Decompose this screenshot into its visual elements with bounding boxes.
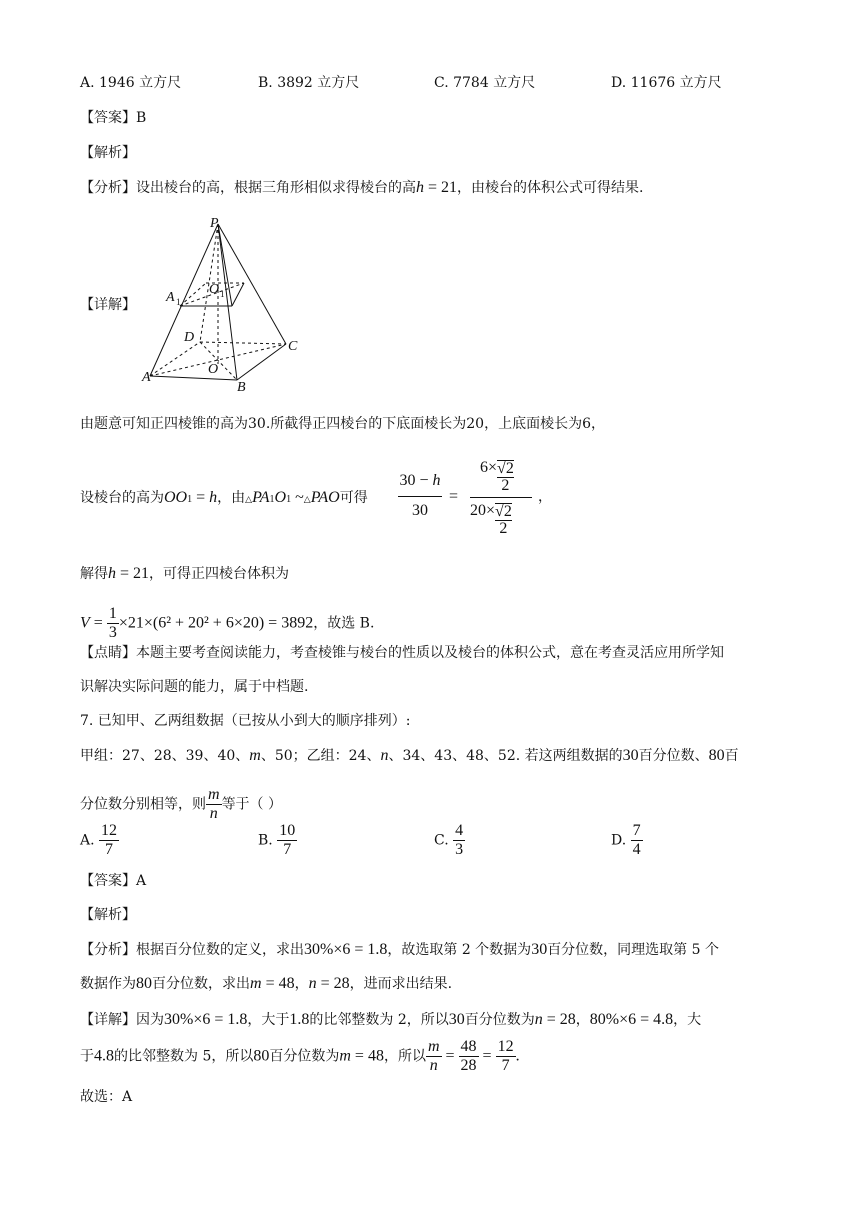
equals-sign: = — [449, 488, 459, 505]
q7-option-a: A. $\frac{12}{7}$ — [80, 822, 118, 858]
q7-stem-2: 甲组：27、28、39、40、m、50；乙组：24、n、34、43、48、52. 若这两组数据的30百分位数、80百 — [80, 747, 739, 764]
frustum-figure — [140, 214, 310, 394]
q6-line1: 由题意可知正四棱锥的高为30.所截得正四棱台的下底面棱长为20，上底面棱长为6， — [80, 416, 605, 432]
q6-answer: 【答案】B — [80, 110, 147, 126]
label-b: B — [237, 380, 246, 394]
q7-final: 故选：A — [80, 1089, 133, 1105]
frac2-den: 20× $\frac{√2}{2}$ — [470, 502, 512, 537]
q7-fenxi-1: 【分析】根据百分位数的定义，求出30%×6 = 1.8，故选取第 2 个数据为30百分位数，同理选取第 5 个 — [80, 941, 719, 958]
q7-fenxi-2: 数据作为80百分位数，求出m = 48，n = 28，进而求出结果. — [80, 975, 453, 992]
q6-option-a: A. 1946 立方尺 — [80, 75, 182, 91]
q6-line3: 解得h = 21，可得正四棱台体积为 — [80, 565, 290, 582]
q7-option-c: C. $\frac{4}{3}$ — [434, 822, 464, 858]
q6-line4: V = $\frac{1}{3}$ ×21×(6² + 20² + 6×20) = 3892，故选 B. — [80, 605, 375, 641]
q6-option-b: B. 3892 立方尺 — [258, 75, 360, 91]
label-o1: O — [209, 282, 220, 297]
label-p: P — [210, 216, 219, 231]
q6-fenxi-text-b: ，由棱台的体积公式可得结果. — [457, 180, 644, 196]
frac2-num: 6× $\frac{√2}{2}$ — [480, 459, 514, 494]
label-a1: A — [166, 290, 175, 305]
q6-dianjing-2: 识解决实际问题的能力，属于中档题. — [80, 679, 309, 695]
q6-option-d: D. 11676 立方尺 — [611, 75, 722, 91]
frac1-num: 30 − h — [399, 472, 441, 489]
label-a: A — [142, 370, 151, 385]
q7-stem-1: 7. 已知甲、乙两组数据（已按从小到大的顺序排列）: — [80, 713, 411, 729]
label-d: D — [184, 330, 195, 345]
q7-xiangjie-1: 【详解】因为30%×6 = 1.8，大于1.8的比邻整数为 2，所以30百分位数为n = 28，80%×6 = 4.8，大 — [80, 1011, 702, 1028]
frac1-den: 30 — [412, 502, 428, 519]
comma: ， — [538, 489, 552, 505]
q7-option-b: B. $\frac{10}{7}$ — [258, 822, 296, 858]
label-o1-sub: 1 — [220, 289, 225, 299]
q6-line2-text-a: 设棱台的高为OO1 = h，由△PA1O1 ~△PAO可得 — [80, 489, 368, 506]
frac1-bar — [398, 496, 442, 497]
q6-detail-label: 【详解】 — [80, 297, 136, 313]
q7-answer: 【答案】A — [80, 873, 147, 889]
label-a1-sub: 1 — [176, 297, 181, 307]
frac2-bar — [470, 497, 532, 498]
q6-option-c: C. 7784 立方尺 — [434, 75, 536, 91]
q6-fenxi-text-a: 【分析】设出棱台的高，根据三角形相似求得棱台的高 — [80, 180, 416, 196]
q6-analysis-label: 【解析】 — [80, 145, 136, 161]
label-c: C — [288, 339, 298, 354]
q6-dianjing-1: 【点睛】本题主要考查阅读能力，考查棱锥与棱台的性质以及棱台的体积公式，意在考查灵活应用所学知 — [80, 645, 724, 661]
q7-analysis-label: 【解析】 — [80, 907, 136, 923]
q7-stem-3: 分位数分别相等，则 $\frac{m}{n}$ 等于（ ） — [80, 786, 283, 822]
q6-fenxi: 【分析】设出棱台的高，根据三角形相似求得棱台的高h = 21，由棱台的体积公式可得结果. — [80, 179, 644, 196]
label-o: O — [208, 362, 219, 377]
q7-xiangjie-2: 于4.8的比邻整数为 5，所以80百分位数为m = 48，所以 $\frac{m}{n}$ = $\frac{48}{28}$ = $\frac{12}{7}$ . — [80, 1038, 520, 1074]
q7-option-d: D. $\frac{7}{4}$ — [611, 822, 641, 858]
